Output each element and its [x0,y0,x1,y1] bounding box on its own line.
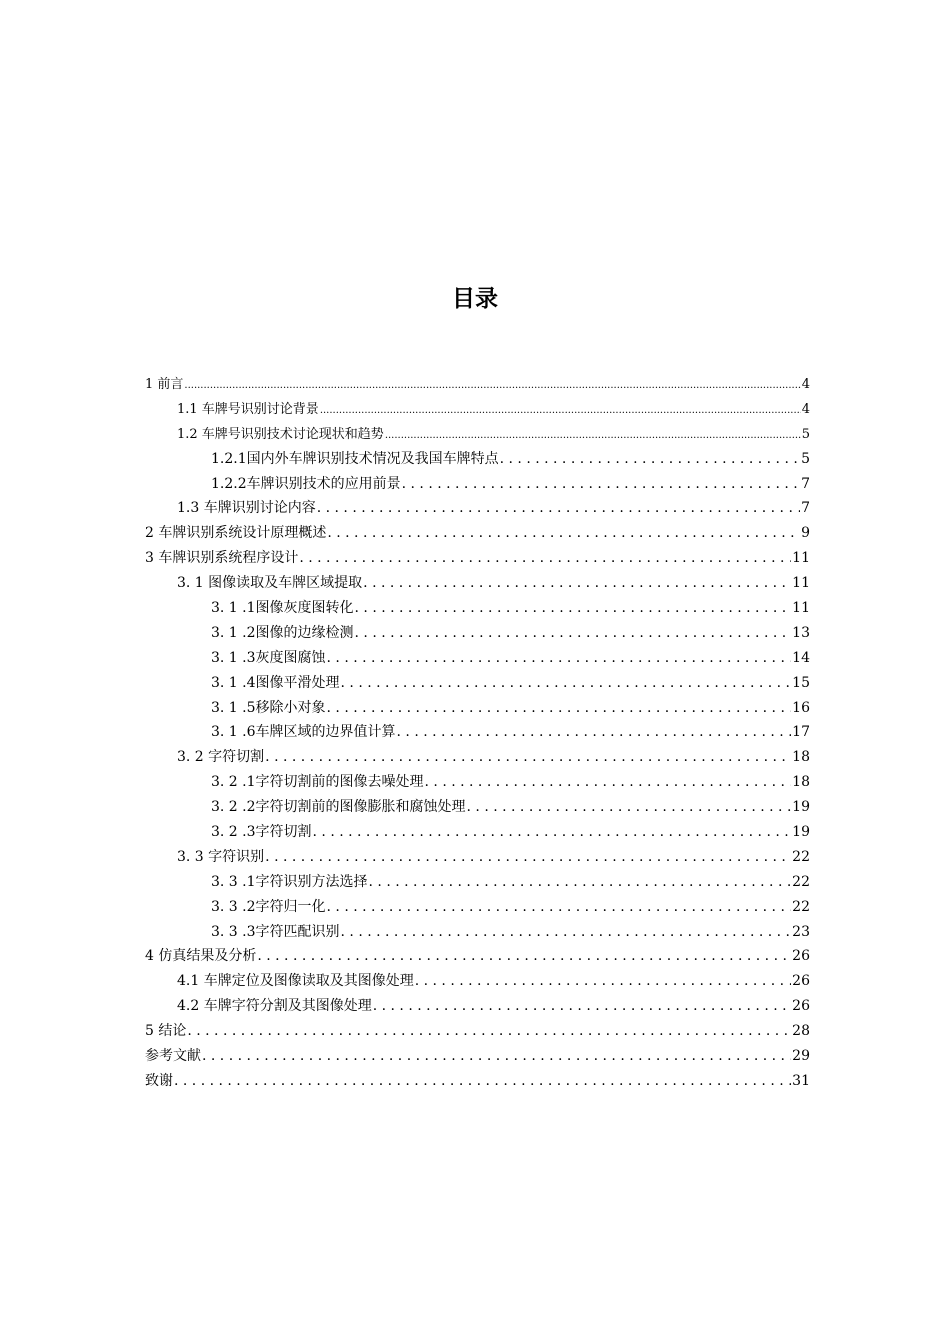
toc-entry-label: 1.2 车牌号识别技术讨论现状和趋势 [177,426,384,442]
toc-entry[interactable] [145,622,810,647]
toc-entry-page-number: 22 [792,898,810,915]
toc-dot-leader [299,550,791,566]
toc-dot-leader [369,874,792,890]
toc-entry[interactable] [145,921,810,946]
toc-entry-page-number: 19 [792,799,810,816]
toc-dot-leader [397,724,792,740]
toc-entry[interactable] [145,473,810,498]
toc-entry-page-number: 22 [792,848,810,865]
toc-entry-label: 5 结论 [145,1023,187,1040]
toc-dot-leader [265,749,791,765]
toc-dot-leader [174,1073,791,1089]
toc-entry-page-number: 5 [801,426,810,442]
toc-entry-label: 1.2.1国内外车牌识别技术情况及我国车牌特点 [211,450,499,467]
toc-dot-leader [187,1023,791,1039]
toc-entry[interactable] [145,597,810,622]
toc-entry-page-number: 11 [792,600,810,617]
toc-entry-label: 1.2.2车牌识别技术的应用前景 [211,475,401,492]
toc-entry-label: 3. 3 字符识别 [177,848,265,865]
toc-entry-label: 致谢 [145,1072,173,1089]
toc-entry[interactable] [145,1045,810,1070]
toc-dot-leader [467,799,792,815]
toc-entry[interactable] [145,995,810,1020]
toc-entry[interactable] [145,448,810,473]
toc-entry[interactable] [145,373,810,398]
toc-entry[interactable] [145,1020,810,1045]
toc-entry[interactable] [145,398,810,423]
toc-entry-label: 3. 3 .3字符匹配识别 [211,923,340,940]
toc-entry[interactable] [145,871,810,896]
toc-entry-page-number: 31 [792,1072,810,1089]
toc-dot-leader [355,625,792,641]
toc-entry-page-number: 26 [792,998,810,1015]
toc-dot-leader [363,575,791,591]
toc-entry[interactable] [145,672,810,697]
toc-entry-page-number: 23 [792,923,810,940]
toc-entry-page-number: 11 [792,550,810,567]
toc-entry-page-number: 22 [792,873,810,890]
toc-entry-page-number: 16 [792,699,810,716]
toc-entry[interactable] [145,497,810,522]
toc-entry[interactable] [145,1070,810,1095]
toc-entry-page-number: 5 [801,450,810,467]
toc-entry-page-number: 4 [801,377,810,392]
toc-entry-page-number: 14 [792,649,810,666]
toc-dot-leader [202,1048,791,1064]
toc-entry-label: 参考文献 [145,1048,201,1065]
page-title: 目录 [452,286,498,312]
toc-entry-label: 3. 2 .2字符切割前的图像膨胀和腐蚀处理 [211,799,466,816]
toc-entry-page-number: 7 [801,475,810,492]
toc-entry-page-number: 28 [792,1023,810,1040]
toc-entry-page-number: 26 [792,973,810,990]
toc-entry-label: 2 车牌识别系统设计原理概述 [145,525,327,542]
toc-entry-page-number: 26 [792,948,810,965]
toc-dot-leader [265,849,791,865]
toc-dot-leader [184,377,800,392]
toc-entry[interactable] [145,423,810,448]
toc-dot-leader [341,675,792,691]
toc-entry[interactable] [145,547,810,572]
toc-entry[interactable] [145,945,810,970]
toc-dot-leader [373,998,791,1014]
toc-dot-leader [327,650,792,666]
toc-entry[interactable] [145,647,810,672]
toc-entry-page-number: 7 [801,500,810,517]
toc-dot-leader [415,973,791,989]
toc-entry[interactable] [145,572,810,597]
toc-dot-leader [320,402,801,417]
toc-entry-page-number: 4 [801,401,810,417]
toc-entry[interactable] [145,721,810,746]
toc-entry-label: 1 前言 [145,377,184,392]
toc-entry[interactable] [145,821,810,846]
toc-dot-leader [327,700,792,716]
toc-entry-page-number: 18 [792,774,810,791]
toc-dot-leader [385,427,801,442]
toc-entry-label: 3 车牌识别系统程序设计 [145,550,299,567]
toc-dot-leader [402,476,800,492]
toc-entry-label: 4.1 车牌定位及图像读取及其图像处理 [177,973,414,990]
toc-entry-label: 3. 1 .5移除小对象 [211,699,326,716]
toc-entry[interactable] [145,771,810,796]
toc-entry[interactable] [145,796,810,821]
toc-entry-page-number: 9 [801,525,810,542]
toc-dot-leader [313,824,792,840]
toc-entry-label: 3. 2 字符切割 [177,749,265,766]
toc-dot-leader [317,500,800,516]
table-of-contents [145,373,810,1095]
toc-dot-leader [425,774,792,790]
toc-entry-label: 4 仿真结果及分析 [145,948,257,965]
toc-entry-page-number: 11 [792,575,810,592]
toc-dot-leader [500,451,800,467]
toc-entry-page-number: 29 [792,1048,810,1065]
toc-entry-label: 3. 1 .4图像平滑处理 [211,674,340,691]
toc-entry-label: 3. 1 .3灰度图腐蚀 [211,649,326,666]
toc-entry-label: 3. 3 .2字符归一化 [211,898,326,915]
toc-entry-label: 3. 1 图像读取及车牌区域提取 [177,575,363,592]
toc-dot-leader [327,899,792,915]
toc-entry[interactable] [145,697,810,722]
toc-dot-leader [257,948,791,964]
toc-entry-label: 1.3 车牌识别讨论内容 [177,500,316,517]
toc-entry-page-number: 19 [792,824,810,841]
toc-entry-label: 3. 1 .2图像的边缘检测 [211,624,354,641]
toc-entry-label: 1.1 车牌号识别讨论背景 [177,401,319,417]
toc-dot-leader [341,924,792,940]
toc-entry-page-number: 18 [792,749,810,766]
toc-entry-page-number: 15 [792,674,810,691]
toc-entry[interactable] [145,746,810,771]
toc-dot-leader [355,600,792,616]
toc-entry-label: 3. 1 .6车牌区域的边界值计算 [211,724,396,741]
toc-entry-label: 3. 2 .1字符切割前的图像去噪处理 [211,774,424,791]
toc-entry-label: 3. 1 .1图像灰度图转化 [211,600,354,617]
toc-entry[interactable] [145,896,810,921]
toc-entry[interactable] [145,522,810,547]
toc-entry[interactable] [145,846,810,871]
toc-entry[interactable] [145,970,810,995]
toc-entry-page-number: 17 [792,724,810,741]
toc-entry-label: 3. 2 .3字符切割 [211,824,312,841]
toc-entry-page-number: 13 [792,624,810,641]
toc-entry-label: 3. 3 .1字符识别方法选择 [211,873,368,890]
toc-entry-label: 4.2 车牌字符分割及其图像处理 [177,998,372,1015]
toc-dot-leader [327,525,800,541]
